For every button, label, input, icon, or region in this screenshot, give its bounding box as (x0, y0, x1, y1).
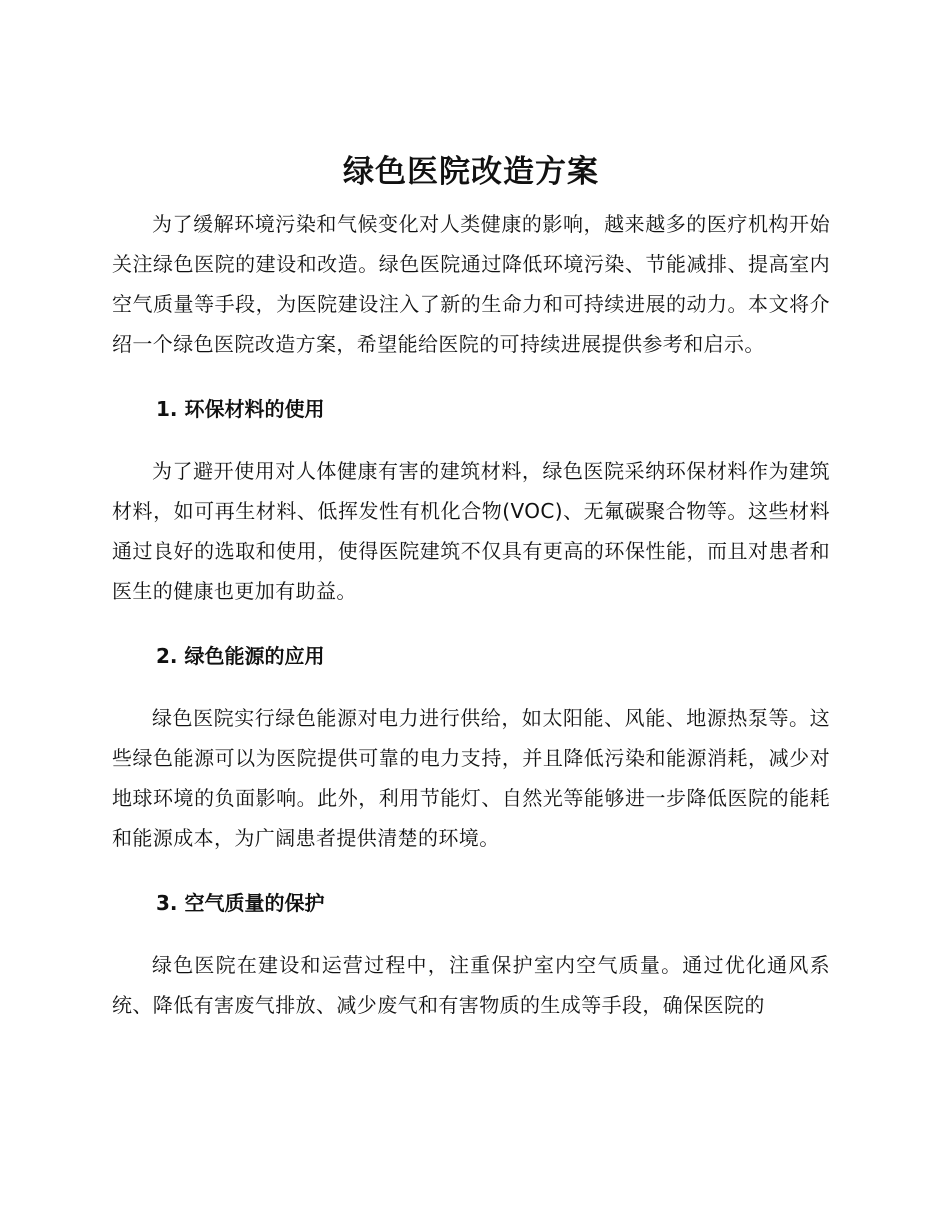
section-heading-air-quality: 3. 空气质量的保护 (156, 891, 325, 915)
section-body-air-quality: 绿色医院在建设和运营过程中，注重保护室内空气质量。通过优化通风系统、降低有害废气排放、减少废气和有害物质的生成等手段，确保医院的 (112, 953, 830, 1017)
intro-paragraph: 为了缓解环境污染和气候变化对人类健康的影响，越来越多的医疗机构开始关注绿色医院的建设和改造。绿色医院通过降低环境污染、节能减排、提高室内空气质量等手段，为医院建设注入了新的生命力和可持续进展的动力。本文将介绍一个绿色医院改造方案，希望能给医院的可持续进展提供参考和启示。 (112, 212, 830, 356)
section-heading-energy: 2. 绿色能源的应用 (156, 644, 325, 668)
document-title: 绿色医院改造方案 (343, 154, 599, 190)
section-heading-materials: 1. 环保材料的使用 (156, 397, 325, 421)
document-body (112, 146, 830, 1025)
section-body-energy: 绿色医院实行绿色能源对电力进行供给，如太阳能、风能、地源热泵等。这些绿色能源可以为医院提供可靠的电力支持，并且降低污染和能源消耗，减少对地球环境的负面影响。此外，利用节能灯、自然光等能够进一步降低医院的能耗和能源成本，为广阔患者提供清楚的环境。 (112, 706, 830, 850)
section-body-materials: 为了避开使用对人体健康有害的建筑材料，绿色医院采纳环保材料作为建筑材料，如可再生材料、低挥发性有机化合物(VOC)、无氟碳聚合物等。这些材料通过良好的选取和使用，使得医院建筑不仅具有更高的环保性能，而且对患者和医生的健康也更加有助益。 (112, 459, 830, 603)
